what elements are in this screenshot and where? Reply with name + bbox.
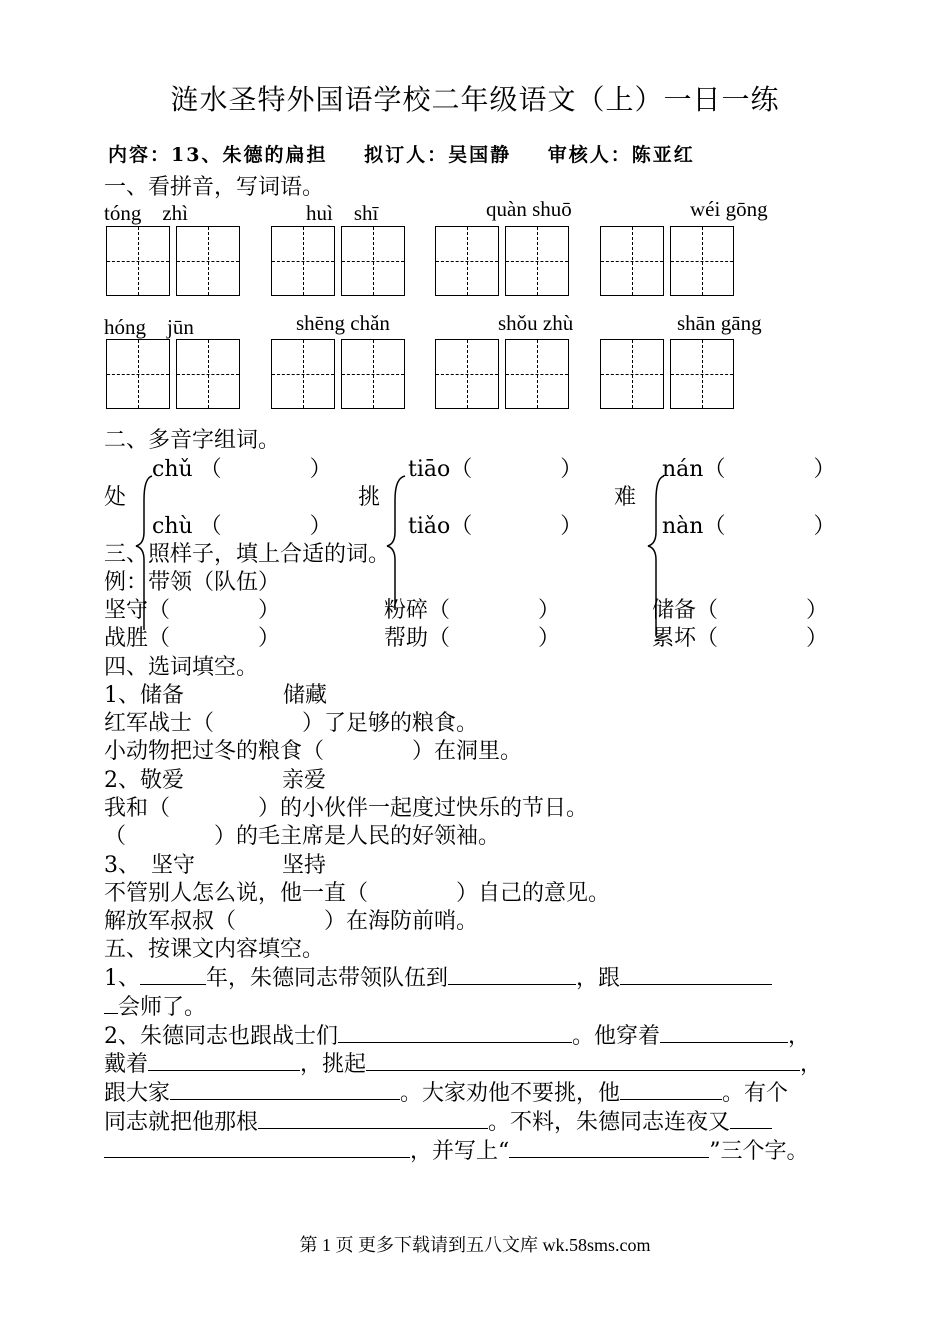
text-seg: 。他穿着 [572, 1024, 661, 1049]
blank-field[interactable] [170, 1079, 400, 1100]
writing-grid-box[interactable] [106, 226, 170, 296]
section3-example: 例：带领（队伍） [104, 570, 281, 595]
blank-field[interactable] [148, 1050, 300, 1071]
writing-grid-box[interactable] [176, 339, 240, 409]
text-seg: 同志就把他那根 [104, 1110, 259, 1135]
writing-grid-box[interactable] [341, 226, 405, 296]
writing-grid-box[interactable] [600, 226, 664, 296]
pinyin-1-4: wéi gōng [690, 197, 768, 221]
polyphone-pinyin: tiǎo（ ） [408, 514, 583, 539]
polyphone-pinyin: chǔ （ ） [152, 457, 332, 482]
fill-line-2 [104, 990, 206, 1021]
polyphone-pinyin: chù （ ） [152, 514, 332, 539]
pinyin-2-4: shān gāng [677, 311, 762, 335]
choice-label: 3、 坚守 [104, 853, 195, 878]
pinyin-2-3: shǒu zhù [498, 311, 574, 335]
polyphone-char: 处 [104, 485, 127, 510]
fill-line-4 [104, 1047, 822, 1078]
section3-heading: 三、照样子，填上合适的词。 [104, 542, 391, 567]
meta-content: 内容：13、朱德的扁担 [108, 144, 328, 166]
pinyin-1-3: quàn shuō [486, 197, 572, 221]
blank-field[interactable] [104, 1137, 410, 1158]
polyphone-pinyin: tiāo（ ） [408, 457, 583, 482]
writing-grid-box[interactable] [505, 339, 569, 409]
writing-grid-box[interactable] [271, 339, 335, 409]
fill-word-item: 坚守（ ） [104, 598, 281, 623]
section1-heading: 一、看拼音，写词语。 [104, 175, 325, 200]
text-seg: ，挑起 [300, 1052, 367, 1077]
blank-field[interactable] [660, 1022, 788, 1043]
meta-drafter: 拟订人：吴国静 [364, 144, 512, 166]
text-seg: 年，朱德同志带领队伍到 [206, 966, 449, 991]
writing-grid-box[interactable] [670, 226, 734, 296]
pinyin-1-2: huì shī [306, 201, 379, 225]
polyphone-pinyin: nán（ ） [662, 457, 836, 482]
choice-sentence: 红军战士（ ）了足够的粮食。 [104, 711, 479, 736]
blank-field[interactable] [448, 964, 576, 985]
polyphone-pinyin: nàn（ ） [662, 514, 836, 539]
choice-label: 2、敬爱 [104, 768, 184, 793]
blank-field[interactable] [509, 1137, 709, 1158]
fill-word-item: 累坏（ ） [652, 626, 829, 651]
pinyin-2-1: hóng jūn [104, 315, 194, 339]
choice-label: 1、储备 [104, 683, 184, 708]
text-seg: 1、 [104, 966, 140, 991]
choice-sentence: 我和（ ）的小伙伴一起度过快乐的节日。 [104, 796, 589, 821]
fill-line-3 [104, 1019, 810, 1050]
choice-option: 储藏 [283, 683, 328, 708]
polyphone-char: 挑 [358, 485, 381, 510]
section2-heading: 二、多音字组词。 [104, 428, 281, 453]
meta-line [108, 140, 723, 167]
fill-word-item: 战胜（ ） [104, 626, 281, 651]
text-seg: 。有个 [722, 1081, 789, 1106]
text-seg: 戴着 [104, 1052, 149, 1077]
section5-heading: 五、按课文内容填空。 [104, 937, 325, 962]
fill-line-5 [104, 1076, 788, 1107]
text-seg: ”三个字。 [709, 1139, 809, 1164]
blank-field[interactable] [258, 1108, 488, 1129]
blank-field[interactable] [104, 993, 118, 1014]
writing-grid-box[interactable] [505, 226, 569, 296]
text-seg: ，跟 [576, 966, 621, 991]
blank-field[interactable] [620, 964, 772, 985]
choice-option: 坚持 [282, 853, 327, 878]
choice-sentence: 不管别人怎么说，他一直（ ）自己的意见。 [104, 881, 611, 906]
text-seg: ， [800, 1052, 823, 1077]
blank-field[interactable] [366, 1050, 800, 1071]
text-seg: 。大家劝他不要挑，他 [400, 1081, 621, 1106]
fill-word-item: 储备（ ） [652, 598, 829, 623]
fill-line-1 [104, 961, 772, 992]
blank-field[interactable] [620, 1079, 722, 1100]
polyphone-char: 难 [614, 485, 637, 510]
fill-word-item: 粉碎（ ） [384, 598, 561, 623]
text-seg: ，并写上“ [410, 1139, 510, 1164]
fill-word-item: 帮助（ ） [384, 626, 561, 651]
page-title: 涟水圣特外国语学校二年级语文（上）一日一练 [170, 83, 780, 116]
blank-field[interactable] [140, 964, 206, 985]
text-seg: 2、朱德同志也跟战士们 [104, 1024, 338, 1049]
choice-sentence: 解放军叔叔（ ）在海防前哨。 [104, 909, 479, 934]
pinyin-1-1: tóng zhì [104, 201, 188, 225]
blank-field[interactable] [338, 1022, 572, 1043]
text-seg: 会师了。 [118, 995, 207, 1020]
meta-reviewer: 审核人：陈亚红 [547, 144, 695, 166]
text-seg: 跟大家 [104, 1081, 171, 1106]
choice-sentence: （ ）的毛主席是人民的好领袖。 [104, 824, 501, 849]
blank-field[interactable] [730, 1108, 772, 1129]
page-footer: 第 1 页 更多下载请到五八文库 wk.58sms.com [299, 1235, 651, 1255]
writing-grid-box[interactable] [176, 226, 240, 296]
text-seg: ， [788, 1024, 811, 1049]
pinyin-2-2: shēng chǎn [296, 311, 390, 335]
writing-grid-box[interactable] [341, 339, 405, 409]
writing-grid-box[interactable] [271, 226, 335, 296]
writing-grid-box[interactable] [600, 339, 664, 409]
writing-grid-box[interactable] [435, 226, 499, 296]
choice-sentence: 小动物把过冬的粮食（ ）在洞里。 [104, 739, 523, 764]
fill-line-6 [104, 1105, 772, 1136]
choice-option: 亲爱 [282, 768, 327, 793]
writing-grid-box[interactable] [435, 339, 499, 409]
fill-line-7 [104, 1134, 809, 1165]
writing-grid-box[interactable] [670, 339, 734, 409]
text-seg: 。不料，朱德同志连夜又 [488, 1110, 731, 1135]
section4-heading: 四、选词填空。 [104, 655, 259, 680]
writing-grid-box[interactable] [106, 339, 170, 409]
